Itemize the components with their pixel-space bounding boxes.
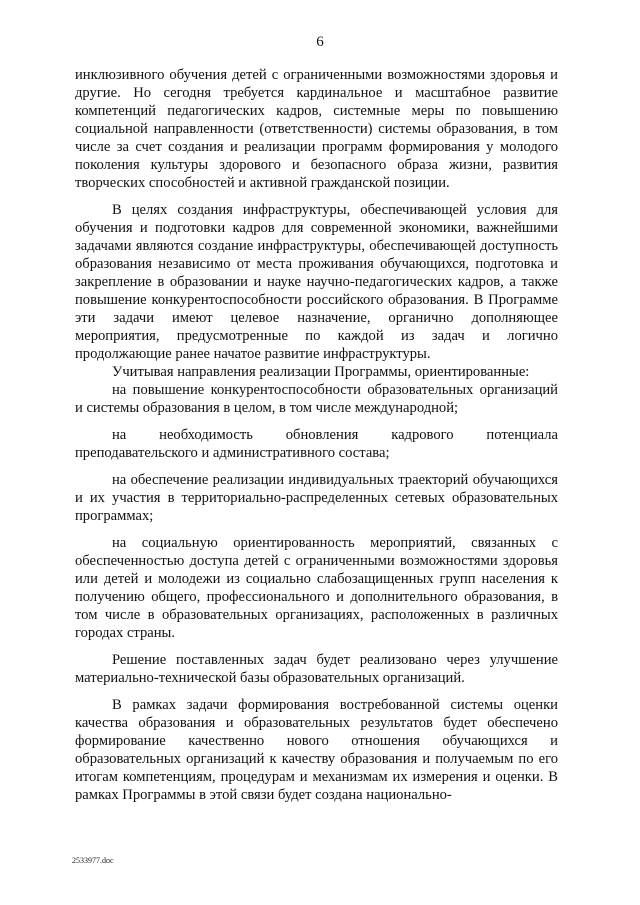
paragraph-solution: Решение поставленных задач будет реализовано через улучшение материально-технической базы образовательных организаций. — [75, 652, 558, 686]
paragraph-directions-intro: Учитывая направления реализации Программы, ориентированные: — [112, 364, 530, 380]
page-number: 6 — [316, 34, 324, 50]
paragraph-infrastructure: В целях создания инфраструктуры, обеспечивающей условия для обучения и подготовки кадров для современной экономики, важнейшими задачами являются создание инфраструктуры, обеспечивающей доступность образования независимо от места проживания обучающихся, подготовка и закрепление в образовании и науке научно-педагогических кадров, а также повышение конкурентоспособности российского образования. В Программе эти задачи имеют целевое назначение, органично дополняющее мероприятия, предусмотренные по каждой из задач и логично продолжающие ранее начатое развитие инфраструктуры. — [75, 202, 558, 362]
file-name-footer: 2533977.doc — [72, 856, 114, 865]
paragraph-continuation: инклюзивного обучения детей с ограниченными возможностями здоровья и другие. Но сегодня требуется кардинальное и масштабное развитие компетенций педагогических кадров, системные меры по повышению социальной направленности (ответственности) системы образования, в том числе за счет создания и реализации программ формирования у молодого поколения культуры здорового и безопасного образа жизни, развития творческих способностей и активной гражданской позиции. — [75, 67, 558, 191]
paragraph-quality-assessment: В рамках задачи формирования востребованной системы оценки качества образования и образовательных результатов будет обеспечено формирование качественно нового отношения обучающихся и образовательных организаций к качеству образования и получаемым по его итогам компетенциям, процедурам и механизмам их измерения и оценки. В рамках Программы в этой связи будет создана национально- — [75, 697, 558, 803]
list-item-individual-trajectories: на обеспечение реализации индивидуальных траекторий обучающихся и их участия в территориально-распределенных сетевых образовательных программах; — [75, 472, 558, 524]
document-body — [75, 66, 558, 804]
list-item-staff-renewal: на необходимость обновления кадрового потенциала преподавательского и административного состава; — [75, 427, 558, 461]
list-item-competitiveness: на повышение конкурентоспособности образовательных организаций и системы образования в целом, в том числе международной; — [75, 382, 558, 416]
list-item-social-orientation: на социальную ориентированность мероприятий, связанных с обеспеченностью доступа детей с ограниченными возможностями здоровья или детей и молодежи из социально слабозащищенных групп населения к получению общего, профессионального и дополнительного образования, в том числе в образовательных организациях, расположенных в различных городах страны. — [75, 535, 558, 641]
